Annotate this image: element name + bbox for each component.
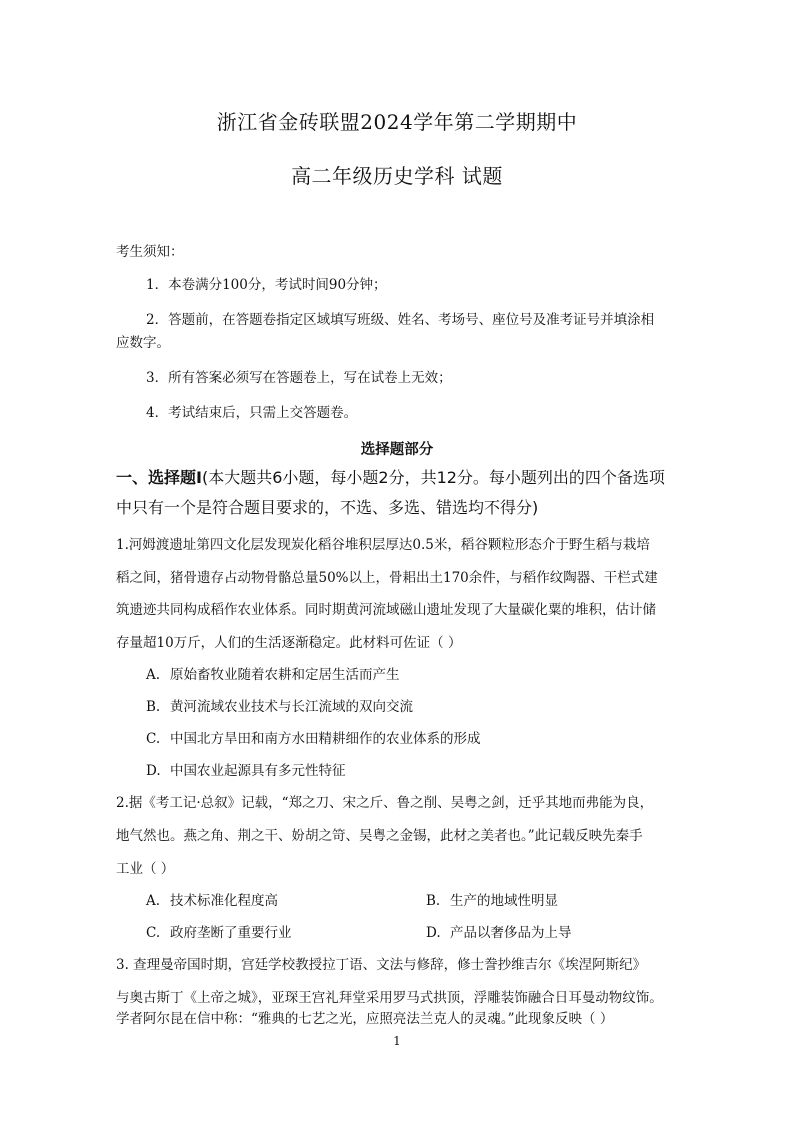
- question-2-option-c: [146, 923, 292, 943]
- option-text: 原始畜牧业随着农耕和定居生活而产生: [170, 667, 400, 683]
- option-text: 技术标准化程度高: [170, 893, 278, 909]
- notice-item: 2．答题前，在答题卷指定区域填写班级、姓名、考场号、座位号及准考证号并填涂相: [146, 312, 655, 328]
- notice-item-continuation: 应数字。: [116, 335, 170, 351]
- part1-text: (本大题共6小题，每小题2分，共12分。每小题列出的四个备选项: [201, 468, 665, 487]
- part1-instructions: [116, 466, 686, 490]
- option-label: B.: [426, 893, 441, 909]
- question-2-option-a: [146, 891, 278, 911]
- option-text: 中国北方旱田和南方水田精耕细作的农业体系的形成: [170, 731, 481, 747]
- question-1-option-a: [146, 665, 400, 685]
- part1-instructions-line2: 中只有一个是符合题目要求的，不选、多选、错选均不得分): [116, 498, 539, 517]
- question-3-line: 学者阿尔昆在信中称：“雅典的七艺之光，应照亮法兰克人的灵魂。”此现象反映（ ）: [116, 1011, 614, 1027]
- option-label: D.: [426, 925, 441, 941]
- question-3-line: 3. 查理曼帝国时期，宫廷学校教授拉丁语、文法与修辞，修士誊抄维吉尔《埃涅阿斯纪》: [116, 957, 647, 973]
- question-1-option-d: [146, 761, 346, 781]
- option-text: 产品以奢侈品为上导: [450, 925, 572, 941]
- notice-item: 1．本卷满分100分，考试时间90分钟；: [146, 277, 387, 293]
- question-2-line: 工业（ ）: [116, 861, 175, 877]
- question-1-option-c: [146, 729, 481, 749]
- notice-item: 3．所有答案必须写在答题卷上，写在试卷上无效；: [146, 370, 452, 386]
- option-label: D.: [146, 763, 161, 779]
- notice-heading: 考生须知：: [116, 244, 184, 260]
- option-label: C.: [146, 925, 161, 941]
- question-1-line: 筑遗迹共同构成稻作农业体系。同时期黄河流域磁山遗址发现了大量碳化粟的堆积，估计储: [116, 602, 656, 618]
- exam-title: 浙江省金砖联盟2024学年第二学期期中: [216, 110, 578, 134]
- option-label: C.: [146, 731, 161, 747]
- question-1-line: 稻之间，猪骨遗存占动物骨骼总量50%以上，骨耜出土170余件，与稻作纹陶器、干栏式建: [116, 570, 658, 586]
- question-3-line: 与奥古斯丁《上帝之城》，亚琛王宫礼拜堂采用罗马式拱顶，浮雕装饰融合日耳曼动物纹饰。: [116, 990, 663, 1006]
- option-label: A.: [146, 893, 161, 909]
- part1-label: 一、选择题Ⅰ: [116, 468, 202, 487]
- question-2-option-d: [426, 923, 572, 943]
- exam-subtitle: 高二年级历史学科 试题: [291, 164, 503, 188]
- page-number: 1: [393, 1034, 401, 1048]
- question-1-line: 存量超10万斤，人们的生活逐渐稳定。此材料可佐证（ ）: [116, 635, 462, 651]
- question-2-line: 2.据《考工记·总叙》记载，“郑之刀、宋之斤、鲁之削、吴粤之剑，迁乎其地而弗能为良，: [116, 795, 654, 811]
- option-text: 黄河流域农业技术与长江流域的双向交流: [170, 699, 413, 715]
- option-label: A.: [146, 667, 161, 683]
- question-1-line: 1.河姆渡遗址第四文化层发现炭化稻谷堆积层厚达0.5米，稻谷颗粒形态介于野生稻与栽培: [116, 537, 650, 553]
- option-text: 政府垄断了重要行业: [170, 925, 292, 941]
- question-2-line: 地气然也。燕之角、荆之干、妢胡之笴、吴粤之金锡，此材之美者也。”此记载反映先秦手: [116, 828, 643, 844]
- question-2-option-b: [426, 891, 558, 911]
- question-1-option-b: [146, 697, 413, 717]
- option-label: B.: [146, 699, 161, 715]
- notice-item: 4．考试结束后，只需上交答题卷。: [146, 405, 358, 421]
- section-title: 选择题部分: [360, 441, 434, 458]
- option-text: 中国农业起源具有多元性特征: [170, 763, 346, 779]
- option-text: 生产的地域性明显: [450, 893, 558, 909]
